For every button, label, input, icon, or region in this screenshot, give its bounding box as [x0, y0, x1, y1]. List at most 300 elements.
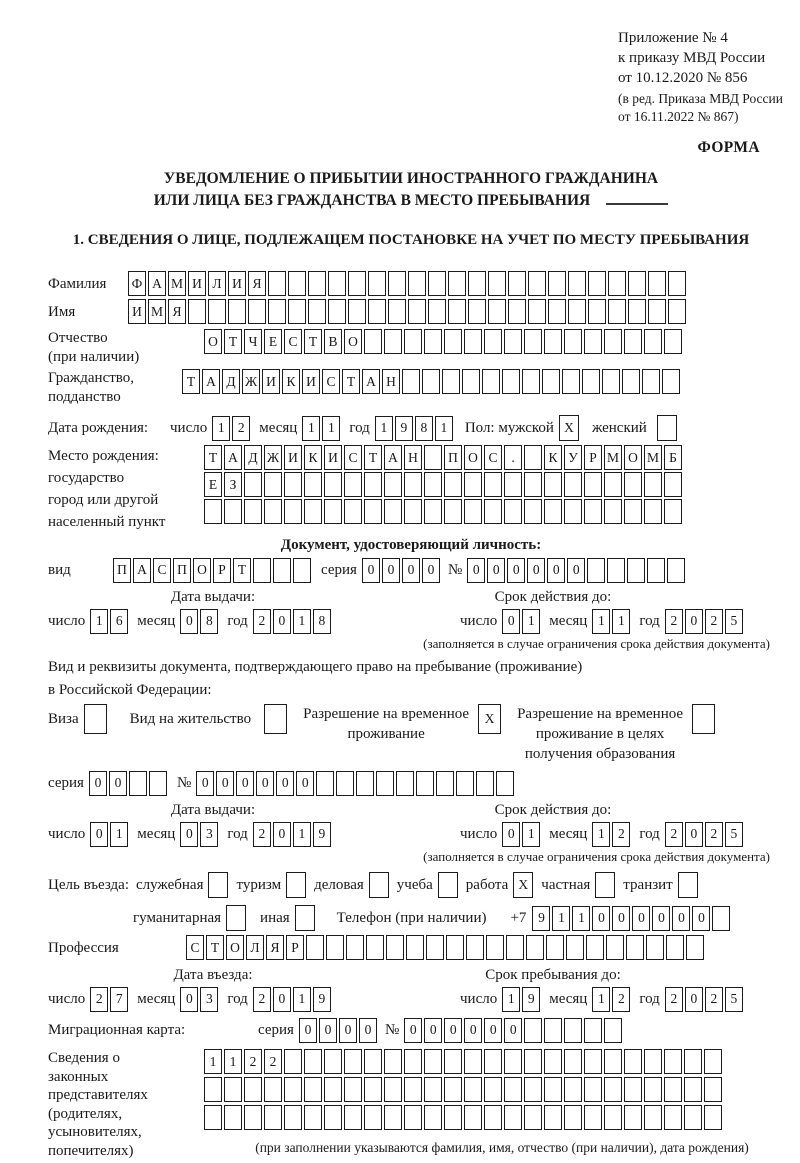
char-cell[interactable]: А — [224, 445, 242, 470]
residence-valid-year[interactable] — [665, 822, 743, 847]
char-cell[interactable] — [584, 499, 602, 524]
char-cell[interactable] — [586, 935, 604, 960]
residence-issue-day[interactable] — [90, 822, 128, 847]
char-cell[interactable] — [664, 1049, 682, 1074]
char-cell[interactable]: И — [284, 445, 302, 470]
char-cell[interactable]: З — [224, 472, 242, 497]
stay-day[interactable] — [502, 987, 540, 1012]
char-cell[interactable]: 2 — [705, 609, 723, 634]
char-cell[interactable] — [444, 1077, 462, 1102]
char-cell[interactable] — [204, 499, 222, 524]
char-cell[interactable] — [544, 1018, 562, 1043]
mc-number-boxes[interactable] — [404, 1018, 622, 1043]
char-cell[interactable] — [684, 1105, 702, 1130]
char-cell[interactable] — [264, 499, 282, 524]
char-cell[interactable]: Р — [213, 558, 231, 583]
char-cell[interactable]: 3 — [200, 987, 218, 1012]
char-cell[interactable]: 0 — [216, 771, 234, 796]
char-cell[interactable] — [584, 329, 602, 354]
citizenship-boxes[interactable] — [182, 369, 680, 394]
char-cell[interactable] — [356, 771, 374, 796]
char-cell[interactable]: 0 — [467, 558, 485, 583]
char-cell[interactable] — [626, 935, 644, 960]
char-cell[interactable] — [448, 271, 466, 296]
char-cell[interactable] — [522, 369, 540, 394]
purpose-checkbox[interactable] — [595, 872, 615, 898]
char-cell[interactable] — [404, 472, 422, 497]
char-cell[interactable]: 1 — [204, 1049, 222, 1074]
char-cell[interactable] — [504, 499, 522, 524]
char-cell[interactable]: Т — [304, 329, 322, 354]
temp-permit-checkbox[interactable] — [478, 704, 501, 734]
doc-valid-year[interactable] — [665, 609, 743, 634]
char-cell[interactable] — [624, 1049, 642, 1074]
char-cell[interactable] — [404, 329, 422, 354]
char-cell[interactable] — [288, 299, 306, 324]
char-cell[interactable] — [288, 271, 306, 296]
char-cell[interactable] — [446, 935, 464, 960]
residence-permit-checkbox[interactable] — [264, 704, 287, 734]
char-cell[interactable] — [304, 1105, 322, 1130]
char-cell[interactable] — [524, 329, 542, 354]
char-cell[interactable]: 0 — [180, 609, 198, 634]
char-cell[interactable] — [369, 872, 389, 898]
char-cell[interactable] — [524, 445, 542, 470]
char-cell[interactable]: 0 — [612, 906, 630, 931]
char-cell[interactable]: 0 — [89, 771, 107, 796]
char-cell[interactable]: Н — [404, 445, 422, 470]
char-cell[interactable]: 0 — [685, 987, 703, 1012]
char-cell[interactable] — [468, 299, 486, 324]
char-cell[interactable] — [444, 1049, 462, 1074]
char-cell[interactable] — [295, 905, 315, 931]
char-cell[interactable] — [264, 704, 287, 734]
purpose-checkbox[interactable] — [208, 872, 228, 898]
char-cell[interactable] — [504, 1049, 522, 1074]
char-cell[interactable] — [568, 299, 586, 324]
char-cell[interactable]: 0 — [273, 609, 291, 634]
char-cell[interactable] — [624, 472, 642, 497]
char-cell[interactable] — [464, 499, 482, 524]
birth-month-boxes[interactable] — [302, 416, 340, 441]
char-cell[interactable] — [606, 935, 624, 960]
char-cell[interactable] — [444, 1105, 462, 1130]
char-cell[interactable] — [564, 329, 582, 354]
char-cell[interactable] — [584, 472, 602, 497]
char-cell[interactable]: X — [513, 872, 533, 898]
char-cell[interactable] — [564, 1077, 582, 1102]
char-cell[interactable]: 0 — [685, 609, 703, 634]
char-cell[interactable]: 1 — [293, 822, 311, 847]
char-cell[interactable]: 1 — [322, 416, 340, 441]
char-cell[interactable] — [462, 369, 480, 394]
char-cell[interactable] — [444, 329, 462, 354]
char-cell[interactable] — [604, 1105, 622, 1130]
char-cell[interactable] — [584, 1018, 602, 1043]
char-cell[interactable] — [664, 329, 682, 354]
char-cell[interactable] — [208, 872, 228, 898]
char-cell[interactable] — [402, 369, 420, 394]
char-cell[interactable] — [264, 1077, 282, 1102]
char-cell[interactable]: 1 — [375, 416, 393, 441]
char-cell[interactable]: 0 — [276, 771, 294, 796]
char-cell[interactable]: Т — [342, 369, 360, 394]
char-cell[interactable]: 0 — [273, 987, 291, 1012]
char-cell[interactable] — [468, 271, 486, 296]
doc-series-boxes[interactable] — [362, 558, 440, 583]
birth-place-boxes-row3[interactable] — [204, 499, 682, 524]
char-cell[interactable] — [364, 472, 382, 497]
char-cell[interactable] — [678, 872, 698, 898]
edu-permit-checkbox[interactable] — [692, 704, 715, 734]
char-cell[interactable] — [464, 1049, 482, 1074]
char-cell[interactable] — [384, 1105, 402, 1130]
char-cell[interactable] — [324, 1049, 342, 1074]
char-cell[interactable]: 1 — [552, 906, 570, 931]
char-cell[interactable] — [304, 1049, 322, 1074]
char-cell[interactable] — [388, 271, 406, 296]
char-cell[interactable] — [704, 1105, 722, 1130]
char-cell[interactable]: П — [113, 558, 131, 583]
char-cell[interactable] — [642, 369, 660, 394]
char-cell[interactable]: Т — [182, 369, 200, 394]
char-cell[interactable]: 0 — [507, 558, 525, 583]
char-cell[interactable] — [648, 299, 666, 324]
char-cell[interactable] — [692, 704, 715, 734]
char-cell[interactable]: 1 — [592, 609, 610, 634]
char-cell[interactable] — [366, 935, 384, 960]
sex-female-checkbox[interactable] — [657, 415, 677, 441]
char-cell[interactable] — [627, 558, 645, 583]
char-cell[interactable]: П — [444, 445, 462, 470]
char-cell[interactable] — [344, 1105, 362, 1130]
char-cell[interactable]: 1 — [572, 906, 590, 931]
char-cell[interactable]: М — [604, 445, 622, 470]
char-cell[interactable]: 0 — [592, 906, 610, 931]
char-cell[interactable] — [304, 499, 322, 524]
char-cell[interactable] — [344, 1049, 362, 1074]
char-cell[interactable]: О — [204, 329, 222, 354]
char-cell[interactable] — [364, 1049, 382, 1074]
birth-place-boxes-row1[interactable] — [204, 445, 682, 470]
char-cell[interactable] — [364, 1077, 382, 1102]
char-cell[interactable] — [564, 499, 582, 524]
char-cell[interactable]: 0 — [180, 987, 198, 1012]
char-cell[interactable]: Е — [264, 329, 282, 354]
char-cell[interactable] — [624, 1077, 642, 1102]
char-cell[interactable] — [436, 771, 454, 796]
char-cell[interactable] — [657, 415, 677, 441]
char-cell[interactable] — [304, 472, 322, 497]
char-cell[interactable] — [504, 1105, 522, 1130]
char-cell[interactable]: Л — [208, 271, 226, 296]
char-cell[interactable]: 0 — [90, 822, 108, 847]
char-cell[interactable] — [644, 329, 662, 354]
char-cell[interactable] — [204, 1105, 222, 1130]
char-cell[interactable] — [424, 1049, 442, 1074]
char-cell[interactable] — [646, 935, 664, 960]
char-cell[interactable] — [308, 271, 326, 296]
char-cell[interactable] — [484, 1077, 502, 1102]
char-cell[interactable] — [564, 472, 582, 497]
char-cell[interactable] — [564, 1049, 582, 1074]
char-cell[interactable]: И — [262, 369, 280, 394]
char-cell[interactable] — [608, 271, 626, 296]
char-cell[interactable]: . — [504, 445, 522, 470]
char-cell[interactable] — [384, 1049, 402, 1074]
char-cell[interactable] — [304, 1077, 322, 1102]
char-cell[interactable]: Л — [246, 935, 264, 960]
char-cell[interactable]: И — [128, 299, 146, 324]
char-cell[interactable]: Ж — [264, 445, 282, 470]
char-cell[interactable]: 0 — [339, 1018, 357, 1043]
char-cell[interactable] — [604, 329, 622, 354]
char-cell[interactable]: С — [484, 445, 502, 470]
char-cell[interactable]: Я — [248, 271, 266, 296]
char-cell[interactable]: 0 — [273, 822, 291, 847]
char-cell[interactable] — [344, 499, 362, 524]
char-cell[interactable] — [666, 935, 684, 960]
char-cell[interactable]: 0 — [424, 1018, 442, 1043]
char-cell[interactable]: 3 — [200, 822, 218, 847]
char-cell[interactable] — [404, 1105, 422, 1130]
profession-boxes[interactable] — [186, 935, 704, 960]
purpose-checkbox[interactable] — [295, 905, 315, 931]
entry-day[interactable] — [90, 987, 128, 1012]
char-cell[interactable]: 9 — [395, 416, 413, 441]
char-cell[interactable]: Т — [364, 445, 382, 470]
char-cell[interactable]: Т — [224, 329, 242, 354]
char-cell[interactable] — [284, 1105, 302, 1130]
char-cell[interactable] — [424, 1105, 442, 1130]
char-cell[interactable] — [588, 299, 606, 324]
char-cell[interactable] — [404, 499, 422, 524]
char-cell[interactable]: 0 — [404, 1018, 422, 1043]
char-cell[interactable]: 0 — [382, 558, 400, 583]
char-cell[interactable] — [388, 299, 406, 324]
char-cell[interactable] — [228, 299, 246, 324]
char-cell[interactable] — [648, 271, 666, 296]
char-cell[interactable]: 1 — [592, 987, 610, 1012]
visa-checkbox[interactable] — [84, 704, 107, 734]
char-cell[interactable] — [416, 771, 434, 796]
char-cell[interactable] — [508, 271, 526, 296]
char-cell[interactable]: 0 — [527, 558, 545, 583]
char-cell[interactable] — [264, 1105, 282, 1130]
char-cell[interactable] — [524, 1049, 542, 1074]
char-cell[interactable] — [336, 771, 354, 796]
char-cell[interactable]: 1 — [522, 822, 540, 847]
char-cell[interactable] — [604, 1077, 622, 1102]
char-cell[interactable] — [647, 558, 665, 583]
doc-issue-month[interactable] — [180, 609, 218, 634]
purpose-checkbox[interactable] — [678, 872, 698, 898]
char-cell[interactable]: 2 — [232, 416, 250, 441]
char-cell[interactable] — [284, 1077, 302, 1102]
char-cell[interactable] — [488, 271, 506, 296]
char-cell[interactable]: Р — [286, 935, 304, 960]
char-cell[interactable] — [444, 499, 462, 524]
char-cell[interactable] — [404, 1077, 422, 1102]
char-cell[interactable]: С — [153, 558, 171, 583]
char-cell[interactable]: М — [168, 271, 186, 296]
sex-male-checkbox[interactable] — [559, 415, 579, 441]
mc-series-boxes[interactable] — [299, 1018, 377, 1043]
residence-series-boxes[interactable] — [89, 771, 167, 796]
char-cell[interactable] — [286, 872, 306, 898]
char-cell[interactable] — [406, 935, 424, 960]
char-cell[interactable]: 5 — [725, 822, 743, 847]
char-cell[interactable] — [667, 558, 685, 583]
char-cell[interactable] — [208, 299, 226, 324]
char-cell[interactable]: А — [362, 369, 380, 394]
char-cell[interactable] — [293, 558, 311, 583]
char-cell[interactable] — [548, 271, 566, 296]
char-cell[interactable] — [84, 704, 107, 734]
char-cell[interactable]: 8 — [200, 609, 218, 634]
char-cell[interactable] — [448, 299, 466, 324]
char-cell[interactable]: 0 — [547, 558, 565, 583]
char-cell[interactable]: 2 — [253, 822, 271, 847]
char-cell[interactable]: 0 — [319, 1018, 337, 1043]
char-cell[interactable]: А — [384, 445, 402, 470]
phone-boxes[interactable] — [532, 906, 730, 931]
char-cell[interactable] — [524, 499, 542, 524]
char-cell[interactable] — [226, 905, 246, 931]
char-cell[interactable] — [548, 299, 566, 324]
char-cell[interactable]: Е — [204, 472, 222, 497]
char-cell[interactable]: 2 — [665, 609, 683, 634]
char-cell[interactable] — [544, 1049, 562, 1074]
char-cell[interactable]: 1 — [224, 1049, 242, 1074]
char-cell[interactable]: О — [624, 445, 642, 470]
char-cell[interactable]: 0 — [362, 558, 380, 583]
representatives-boxes-row1[interactable] — [204, 1049, 800, 1074]
purpose-checkbox-work[interactable] — [513, 872, 533, 898]
birth-day-boxes[interactable] — [212, 416, 250, 441]
char-cell[interactable] — [524, 472, 542, 497]
char-cell[interactable] — [324, 1105, 342, 1130]
char-cell[interactable] — [628, 271, 646, 296]
char-cell[interactable] — [595, 872, 615, 898]
stay-month[interactable] — [592, 987, 630, 1012]
char-cell[interactable] — [324, 1077, 342, 1102]
doc-valid-month[interactable] — [592, 609, 630, 634]
char-cell[interactable] — [129, 771, 147, 796]
char-cell[interactable]: 7 — [110, 987, 128, 1012]
char-cell[interactable]: А — [148, 271, 166, 296]
char-cell[interactable] — [528, 299, 546, 324]
char-cell[interactable]: 9 — [532, 906, 550, 931]
char-cell[interactable] — [384, 499, 402, 524]
char-cell[interactable]: 5 — [725, 987, 743, 1012]
char-cell[interactable] — [584, 1105, 602, 1130]
char-cell[interactable] — [542, 369, 560, 394]
char-cell[interactable]: 2 — [665, 822, 683, 847]
char-cell[interactable]: 1 — [293, 609, 311, 634]
char-cell[interactable] — [348, 299, 366, 324]
char-cell[interactable]: К — [282, 369, 300, 394]
char-cell[interactable] — [604, 1049, 622, 1074]
char-cell[interactable] — [224, 1105, 242, 1130]
char-cell[interactable]: 9 — [313, 987, 331, 1012]
char-cell[interactable]: Н — [382, 369, 400, 394]
purpose-checkbox[interactable] — [438, 872, 458, 898]
char-cell[interactable] — [604, 499, 622, 524]
char-cell[interactable] — [426, 935, 444, 960]
char-cell[interactable] — [244, 1077, 262, 1102]
char-cell[interactable]: О — [193, 558, 211, 583]
char-cell[interactable] — [368, 271, 386, 296]
char-cell[interactable]: 0 — [359, 1018, 377, 1043]
char-cell[interactable]: М — [148, 299, 166, 324]
char-cell[interactable]: 0 — [256, 771, 274, 796]
char-cell[interactable]: 0 — [402, 558, 420, 583]
char-cell[interactable]: М — [644, 445, 662, 470]
entry-month[interactable] — [180, 987, 218, 1012]
char-cell[interactable]: 1 — [293, 987, 311, 1012]
char-cell[interactable]: В — [324, 329, 342, 354]
char-cell[interactable]: 0 — [672, 906, 690, 931]
doc-valid-day[interactable] — [502, 609, 540, 634]
char-cell[interactable] — [602, 369, 620, 394]
char-cell[interactable]: X — [478, 704, 501, 734]
char-cell[interactable]: 2 — [705, 822, 723, 847]
char-cell[interactable] — [704, 1049, 722, 1074]
residence-number-boxes[interactable] — [196, 771, 514, 796]
char-cell[interactable]: 1 — [612, 609, 630, 634]
char-cell[interactable]: Я — [168, 299, 186, 324]
char-cell[interactable] — [264, 472, 282, 497]
char-cell[interactable]: 2 — [612, 822, 630, 847]
char-cell[interactable] — [568, 271, 586, 296]
char-cell[interactable]: 1 — [212, 416, 230, 441]
char-cell[interactable] — [488, 299, 506, 324]
char-cell[interactable] — [386, 935, 404, 960]
char-cell[interactable] — [544, 1077, 562, 1102]
char-cell[interactable] — [442, 369, 460, 394]
char-cell[interactable]: Т — [233, 558, 251, 583]
char-cell[interactable]: 0 — [180, 822, 198, 847]
char-cell[interactable]: Я — [266, 935, 284, 960]
char-cell[interactable]: А — [202, 369, 220, 394]
char-cell[interactable] — [224, 499, 242, 524]
char-cell[interactable]: И — [188, 271, 206, 296]
char-cell[interactable] — [524, 1105, 542, 1130]
char-cell[interactable]: 2 — [253, 609, 271, 634]
char-cell[interactable] — [562, 369, 580, 394]
char-cell[interactable] — [384, 329, 402, 354]
purpose-checkbox[interactable] — [286, 872, 306, 898]
char-cell[interactable] — [408, 271, 426, 296]
char-cell[interactable]: К — [304, 445, 322, 470]
char-cell[interactable]: Ф — [128, 271, 146, 296]
char-cell[interactable]: 0 — [652, 906, 670, 931]
char-cell[interactable] — [306, 935, 324, 960]
char-cell[interactable] — [328, 299, 346, 324]
char-cell[interactable] — [544, 499, 562, 524]
char-cell[interactable]: 0 — [504, 1018, 522, 1043]
char-cell[interactable] — [484, 499, 502, 524]
char-cell[interactable] — [428, 271, 446, 296]
char-cell[interactable]: 1 — [522, 609, 540, 634]
char-cell[interactable]: Т — [206, 935, 224, 960]
char-cell[interactable] — [588, 271, 606, 296]
residence-issue-month[interactable] — [180, 822, 218, 847]
char-cell[interactable]: 0 — [484, 1018, 502, 1043]
char-cell[interactable] — [244, 472, 262, 497]
char-cell[interactable] — [348, 271, 366, 296]
